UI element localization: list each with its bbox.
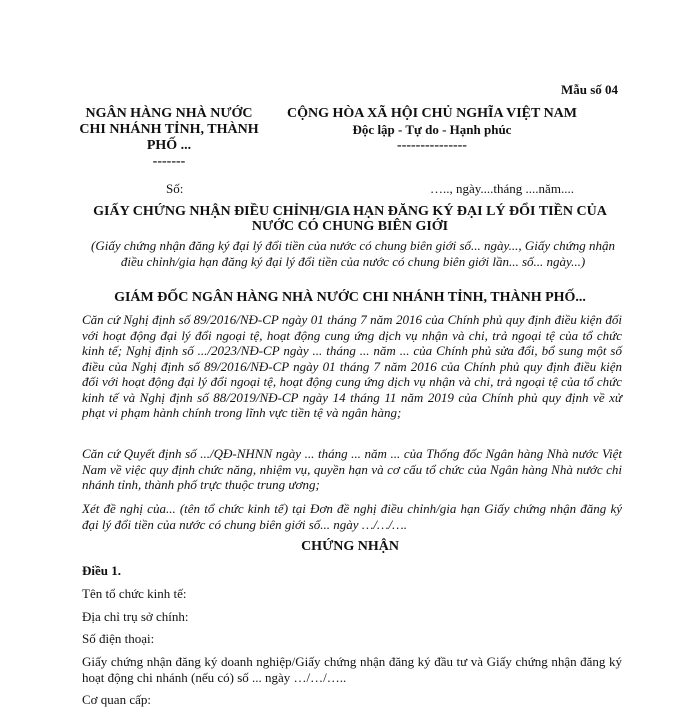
issuer-line-1: NGÂN HÀNG NHÀ NƯỚC [85,106,253,121]
issuer-line-2: CHI NHÁNH TỈNH, THÀNH [79,122,259,137]
preamble-request: Xét đề nghị của... (tên tổ chức kinh tế) tại Đơn đề nghị điều chỉnh/gia hạn Giấy chứng nhận đăng ký đại lý đổi tiền của nước có chung biên giới số... ngày …/…/…. [82,501,622,532]
preamble-legal-basis-1: Căn cứ Nghị định số 89/2016/NĐ-CP ngày 01 tháng 7 năm 2016 của Chính phủ quy định điều kiện đối với hoạt động đại lý đổi ngoại tệ, hoạt động cung ứng dịch vụ nhận và chi, trả ngoại tệ của tổ chức kinh tế; Nghị định số .../2023/NĐ-CP ngày ... tháng ... năm ... của Chính phủ sửa đổi, bổ sung một số điều của Nghị định số 89/2016/NĐ-CP ngày 01 tháng 7 năm 2016 của Chính phủ quy định điều kiện đối với hoạt động đại lý đổi ngoại tệ, hoạt động cung ứng dịch vụ nhận và chi, trả ngoại tệ của tổ chức kinh tế và Nghị định số 88/2019/NĐ-CP ngày 14 tháng 11 năm 2019 của Chính phủ quy định về xử phạt vi phạm hành chính trong lĩnh vực tiền tệ và ngân hàng; [82,312,622,420]
field-org-name: Tên tổ chức kinh tế: [82,586,187,601]
director-heading: GIÁM ĐỐC NGÂN HÀNG NHÀ NƯỚC CHI NHÁNH TỈNH, THÀNH PHỐ... [114,290,586,305]
certify-heading: CHỨNG NHẬN [301,539,399,554]
motto-country: CỘNG HÒA XÃ HỘI CHỦ NGHĨA VIỆT NAM [286,106,577,121]
document-title: GIẤY CHỨNG NHẬN ĐIỀU CHỈNH/GIA HẠN ĐĂNG KÝ ĐẠI LÝ ĐỔI TIỀN CỦA NƯỚC CÓ CHUNG BIÊN GIỚI [93,204,607,234]
article-1-heading: Điều 1. [82,563,121,578]
document-number-label: Số: [166,181,184,196]
field-registration: Giấy chứng nhận đăng ký doanh nghiệp/Giấy chứng nhận đăng ký đầu tư và Giấy chứng nhận đăng ký hoạt động chi nhánh (nếu có) số ... ngày …/…/….. [82,654,622,685]
issuer-header [74,106,264,170]
issuer-divider: ------- [152,154,186,169]
field-issuing-agency: Cơ quan cấp: [82,692,151,707]
national-motto [282,106,582,154]
date-line: ….., ngày....tháng ....năm.... [430,181,574,196]
form-number: Mẫu số 04 [560,82,618,97]
field-phone: Số điện thoại: [82,631,155,646]
preamble-legal-basis-2: Căn cứ Quyết định số .../QĐ-NHNN ngày ... tháng ... năm ... của Thống đốc Ngân hàng Nhà nước Việt Nam về việc quy định chức năng, nhiệm vụ, quyền hạn và cơ cấu tổ chức của Ngân hàng Nhà nước chi nhánh tỉnh, thành phố trực thuộc trung ương; [82,446,622,492]
motto-divider: --------------- [397,138,467,153]
issuer-line-3: PHỐ ... [146,138,192,153]
document-subtitle: (Giấy chứng nhận đăng ký đại lý đổi tiền của nước có chung biên giới số... ngày..., Giấy chứng nhận điều chỉnh/gia hạn đăng ký đại lý đổi tiền của nước có chung biên giới lần... số... ngày...) [91,238,615,269]
motto-slogan: Độc lập - Tự do - Hạnh phúc [352,122,512,137]
field-address: Địa chỉ trụ sở chính: [82,609,189,624]
